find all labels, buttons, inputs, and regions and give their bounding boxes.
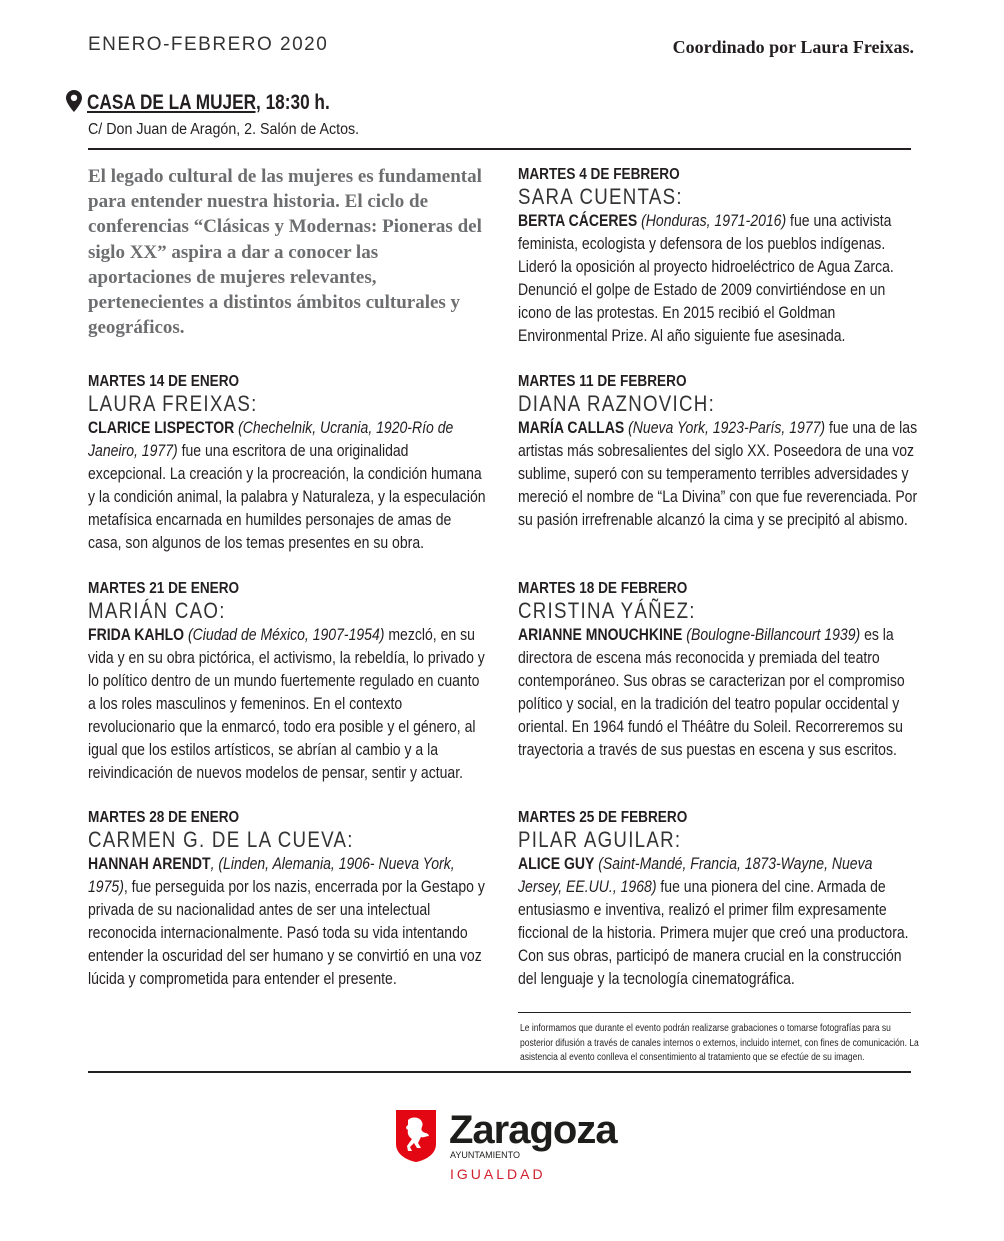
event-description bbox=[88, 624, 488, 785]
privacy-notice: Le informamos que durante el evento podrán realizarse grabaciones o tomarse fotografías para su posterior difusión a través de canales internos o externos, incluido internet, con fines de comunicación. La asistencia al evento conlleva el consentimiento al tratamiento que se efectúe de su imagen. bbox=[520, 1023, 919, 1063]
event-description bbox=[518, 853, 918, 991]
event-date: MARTES 21 DE ENERO bbox=[88, 580, 240, 597]
event-block bbox=[518, 809, 918, 991]
event-block bbox=[518, 373, 918, 532]
city-subtitle: AYUNTAMIENTO bbox=[450, 1150, 521, 1160]
department-name: IGUALDAD bbox=[450, 1166, 546, 1182]
event-text: es la directora de escena más reconocida y premiada del teatro contemporáneo. Sus obras se caracterizan por el compromiso político y social, en la tradición del teatro popular occidental y oriental. En 1964 fundó el Théâtre du Soleil. Recorreremos su trayectoria a través de sus puestas en escena y sus escritos. bbox=[518, 626, 905, 759]
subject-details: , (Linden, Alemania, 1906- Nueva York, 1975) bbox=[88, 855, 455, 896]
event-speaker: SARA CUENTAS: bbox=[518, 184, 683, 209]
event-speaker: PILAR AGUILAR: bbox=[518, 827, 682, 852]
venue-name: CASA DE LA MUJER, bbox=[87, 91, 261, 114]
event-text: fue una escritora de una originalidad excepcional. La creación y la procreación, la condición humana y la condición animal, la palabra y Naturaleza, y la especulación metafísica encarnada en humildes personajes de amas de casa, son algunos de los temas presentes en su obra. bbox=[88, 442, 486, 552]
notice-divider bbox=[518, 1012, 911, 1013]
footer-divider bbox=[88, 1071, 911, 1073]
event-description bbox=[518, 210, 918, 348]
event-block bbox=[518, 580, 918, 762]
subject-details: (Saint-Mandé, Francia, 1873-Wayne, Nueva Jersey, EE.UU., 1968) bbox=[518, 855, 873, 896]
coordinator: Coordinado por Laura Freixas. bbox=[672, 37, 914, 57]
subject-name: HANNAH ARENDT bbox=[88, 855, 211, 873]
event-text: , fue perseguida por los nazis, encerrada por la Gestapo y privada de su nacionalidad antes de ser una intelectual reconocida internacionalmente. Pasó toda su vida intentando entender la oscuridad del ser humano y se convirtió en una voz lúcida y comprometida para entender el presente. bbox=[88, 878, 485, 988]
event-speaker: DIANA RAZNOVICH: bbox=[518, 391, 716, 416]
venue bbox=[66, 90, 383, 115]
event-speaker: MARIÁN CAO: bbox=[88, 598, 226, 623]
event-speaker: CARMEN G. DE LA CUEVA: bbox=[88, 827, 354, 852]
event-date: MARTES 4 DE FEBRERO bbox=[518, 166, 680, 183]
dates-header: ENERO-FEBRERO 2020 bbox=[88, 34, 329, 55]
subject-details: (Ciudad de México, 1907-1954) bbox=[184, 626, 385, 644]
event-speaker: LAURA FREIXAS: bbox=[88, 391, 258, 416]
subject-details: (Nueva York, 1923-París, 1977) bbox=[624, 419, 826, 437]
event-text: fue una de las artistas más sobresalientes del siglo XX. Poseedora de una voz sublime, superó con su temperamento terribles adversidades y mereció el nombre de “La Divina” con que fue reverenciada. Por su pasión irrefrenable alcanzó la cima y se precipitó al abismo. bbox=[518, 419, 918, 529]
event-speaker: CRISTINA YÁÑEZ: bbox=[518, 598, 696, 623]
event-description bbox=[518, 624, 918, 762]
subject-name: CLARICE LISPECTOR bbox=[88, 419, 235, 437]
venue-time: 18:30 h. bbox=[260, 91, 330, 114]
event-date: MARTES 18 DE FEBRERO bbox=[518, 580, 688, 597]
event-block bbox=[88, 580, 488, 785]
event-description bbox=[518, 417, 918, 532]
divider bbox=[88, 148, 911, 150]
event-description bbox=[88, 853, 488, 991]
location-pin-icon bbox=[66, 90, 82, 112]
subject-name: ARIANNE MNOUCHKINE bbox=[518, 626, 683, 644]
subject-name: MARÍA CALLAS bbox=[518, 419, 625, 437]
subject-details: (Honduras, 1971-2016) bbox=[637, 212, 787, 230]
subject-name: ALICE GUY bbox=[518, 855, 595, 873]
zaragoza-shield-logo bbox=[396, 1110, 436, 1162]
event-date: MARTES 25 DE FEBRERO bbox=[518, 809, 688, 826]
intro-text: El legado cultural de las mujeres es fundamental para entender nuestra historia. El ciclo de conferencias “Clásicas y Modernas: Pioneras del siglo XX” aspira a dar a conocer las aportaciones de mujeres relevantes, pertenecientes a distintos ámbitos culturales y geográficos. bbox=[88, 166, 482, 339]
event-text: fue una activista feminista, ecologista y defensora de los pueblos indígenas. Lideró la oposición al proyecto hidroeléctrico de Agua Zarca. Denunció el golpe de Estado de 2009 convirtiéndose en un icono de las protestas. En 2015 recibió el Goldman Environmental Prize. Al año siguiente fue asesinada. bbox=[518, 212, 894, 345]
city-name: Zaragoza bbox=[449, 1108, 617, 1152]
subject-name: FRIDA KAHLO bbox=[88, 626, 185, 644]
subject-details: (Chechelnik, Ucrania, 1920-Río de Janeiro, 1977) bbox=[88, 419, 454, 460]
subject-name: BERTA CÁCERES bbox=[518, 212, 638, 230]
event-block bbox=[88, 373, 488, 555]
event-block bbox=[88, 809, 488, 991]
event-block bbox=[518, 166, 918, 348]
venue-address: C/ Don Juan de Aragón, 2. Salón de Actos. bbox=[88, 121, 360, 138]
event-text: mezcló, en su vida y en su obra pictórica, el activismo, la rebeldía, lo privado y lo político dentro de un mundo fuertemente regulado en cuanto a los roles masculinos y femeninos. En el contexto revolucionario que la enmarcó, todo era posible y el género, al igual que los estilos artísticos, se abrían al cambio y a la reivindicación de nuevos modelos de pensar, sentir y actuar. bbox=[88, 626, 485, 782]
subject-details: (Boulogne-Billancourt 1939) bbox=[682, 626, 861, 644]
event-date: MARTES 14 DE ENERO bbox=[88, 373, 240, 390]
event-description bbox=[88, 417, 488, 555]
event-text: fue una pionera del cine. Armada de entusiasmo e inventiva, realizó el primer film expresamente ficcional de la historia. Primera mujer que creó una productora. Con sus obras, participó de manera crucial en la construcción del lenguaje y la tecnología cinematográfica. bbox=[518, 878, 909, 988]
event-date: MARTES 28 DE ENERO bbox=[88, 809, 240, 826]
event-date: MARTES 11 DE FEBRERO bbox=[518, 373, 687, 390]
